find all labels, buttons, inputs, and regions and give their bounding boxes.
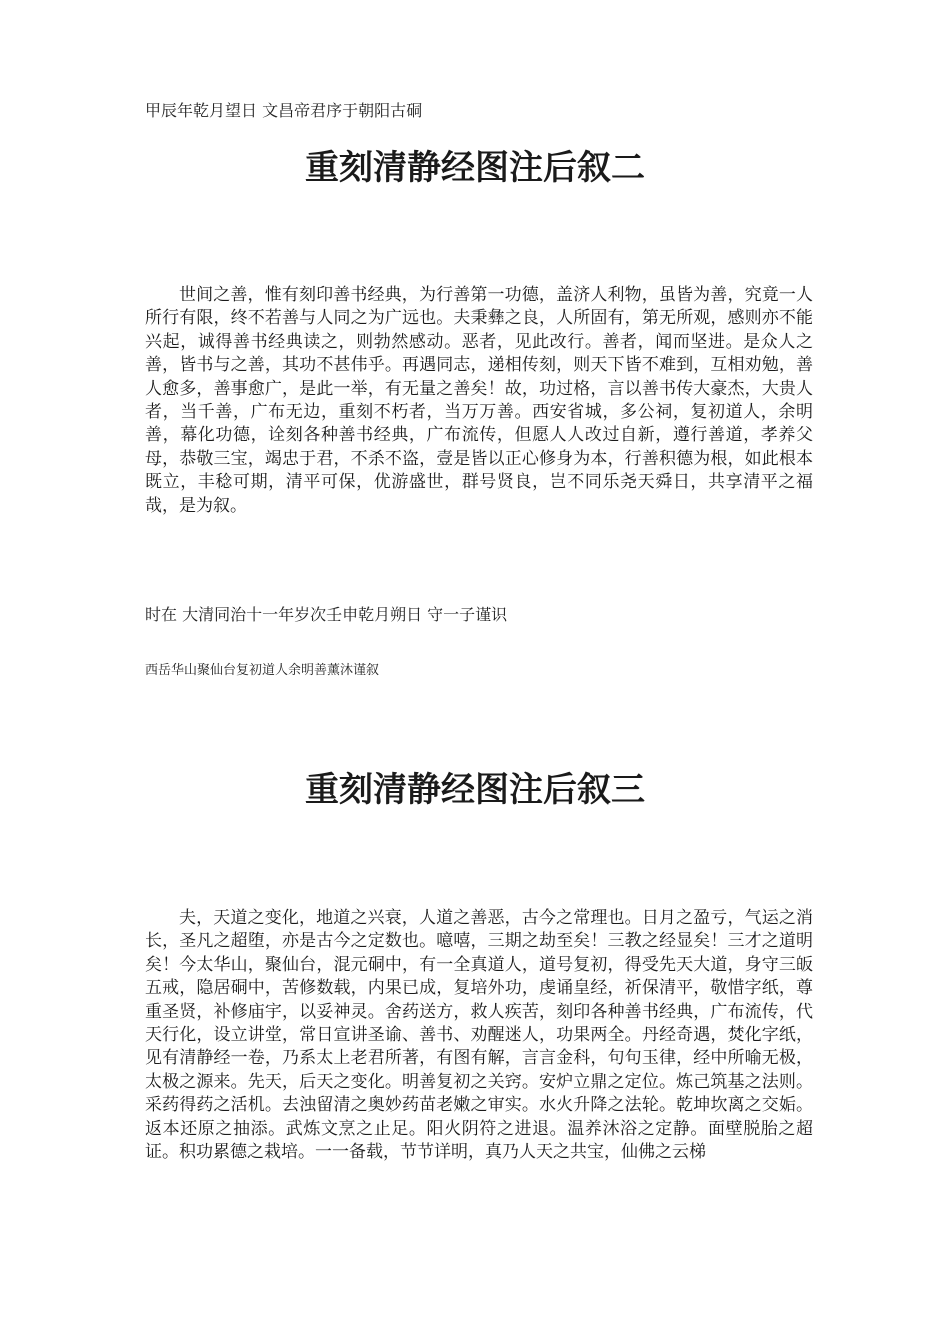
section-2-title: 重刻清静经图注后叙二: [305, 148, 645, 188]
preface-signature: 甲辰年乾月望日 文昌帝君序于朝阳古硐: [145, 101, 423, 120]
section-3-body: 夫，天道之变化，地道之兴衰，人道之善恶，古今之常理也。日月之盈亏，气运之消长，圣凡之超堕，亦是古今之定数也。噫嘻，三期之劫至矣！三教之经显矣！三才之道明矣！今太华山，聚仙台，混元硐中，有一全真道人，道号复初，得受先天大道，身守三皈五戒，隐居硐中，苦修数载，内果已成，复培外功，虔诵皇经，祈保清平，敬惜字纸，尊重圣贤，补修庙宇，以妥神灵。舍药送方，救人疾苦，刻印各种善书经典，广布流传，代天行化，设立讲堂，常日宣讲圣谕、善书、劝醒迷人，功果两全。丹经奇遇，焚化字纸，见有清静经一卷，乃系太上老君所著，有图有解，言言金科，句句玉律，经中所喻无极，太极之源来。先天，后天之变化。明善复初之关窍。安炉立鼎之定位。炼己筑基之法则。采药得药之活机。去浊留清之奥妙药苗老嫩之审实。水火升降之法轮。乾坤坎离之交姤。返本还原之抽添。武炼文烹之止足。阳火阴符之进退。温养沐浴之定静。面壁脱胎之超证。积功累德之栽培。一一备载，节节详明，真乃人天之共宝，仙佛之云梯: [145, 908, 813, 1163]
section-2-author-line: 西岳华山聚仙台复初道人余明善薰沐谨叙: [145, 663, 380, 678]
section-2-date-line: 时在 大清同治十一年岁次壬申乾月朔日 守一子谨识: [145, 605, 508, 624]
section-2-body: 世间之善，惟有刻印善书经典，为行善第一功德，盖济人利物，虽皆为善，究竟一人所行有限，终不若善与人同之为广远也。夫秉彝之良，人所固有，第无所观，感则亦不能兴起，诚得善书经典读之，则勃然感动。恶者，见此改行。善者，闻而坚进。是众人之善，皆书与之善，其功不甚伟乎。再遇同志，递相传刻，则天下皆不难到，互相劝勉，善人愈多，善事愈广，是此一举，有无量之善矣！故，功过格，言以善书传大豪杰，大贵人者，当千善，广布无边，重刻不朽者，当万万善。西安省城，多公祠，复初道人，余明善，幕化功德，诠刻各种善书经典，广布流传，但愿人人改过自新，遵行善道，孝养父母，恭敬三宝，竭忠于君，不杀不盗，壹是皆以正心修身为本，行善积德为根，如此根本既立，丰稔可期，清平可保，优游盛世，群号贤良，岂不同乐尧天舜日，共享清平之福哉，是为叙。: [145, 285, 813, 516]
section-3-title: 重刻清静经图注后叙三: [305, 770, 645, 810]
